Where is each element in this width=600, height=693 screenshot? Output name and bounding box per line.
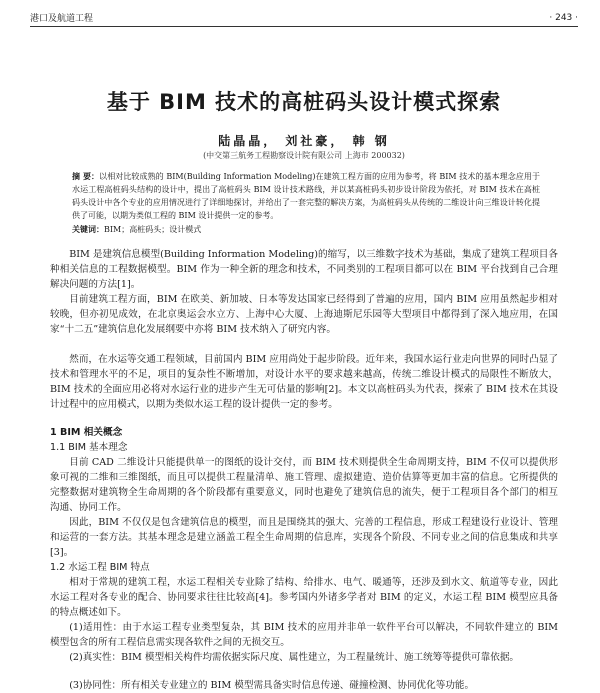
section-heading-1: 1 BIM 相关概念 <box>50 427 123 438</box>
intro-paragraph-1: BIM 是建筑信息模型(Building Information Modeling)的缩写，以三维数字技术为基础，集成了建筑工程项目各种相关信息的工程数据模型。BIM 作为一种全新的理念和技术，不同类别的工程项目都可以在 BIM 平台找到自己合理解决问题的方法[1]。 <box>50 249 558 290</box>
paper-title: 基于 BIM 技术的高桩码头设计模式探索 <box>106 90 502 114</box>
keywords-text: BIM；高桩码头；设计模式 <box>104 225 202 234</box>
abstract-text: 以相对比较成熟的 BIM(Building Information Modeling)在建筑工程方面的应用为参考，将 BIM 技术的基本理念应用于水运工程高桩码头结构的设计中，提出了高桩码头 BIM 设计技术路线，并以某高桩码头初步设计阶段为依托，对 BIM 技术在高桩码头设计中各个专业的应用情况进行了详细地探讨，并给出了一套完整的解决方案，为高桩码头从传统的二维设计向三维设计转化提供了可能，以期为类似工程的 BIM 设计提供一定的参考。 <box>72 172 540 220</box>
subsection-heading-1-1: 1.1 BIM 基本理念 <box>50 442 128 453</box>
author-affiliation: (中交第三航务工程勘察设计院有限公司 上海市 200032) <box>203 151 405 160</box>
subsection-heading-1-2: 1.2 水运工程 BIM 特点 <box>50 562 150 573</box>
paper-authors: 陆晶晶， 刘社豪， 韩 钢 <box>218 134 390 148</box>
page-number: · 243 · <box>549 12 578 23</box>
journal-name: 港口及航道工程 <box>30 14 94 24</box>
section-1-2-item-1: (1)适用性：由于水运工程专业类型复杂，其 BIM 技术的应用并非单一软件平台可以解决，不同软件建立的 BIM 模型包含的所有工程信息需实现各软件之间的无损交互。 <box>50 622 558 648</box>
section-1-2-item-3: (3)协同性：所有相关专业建立的 BIM 模型需具备实时信息传递、碰撞检测、协同优化等功能。 <box>69 680 475 691</box>
abstract <box>72 170 540 222</box>
section-1-2-item-2: (2)真实性：BIM 模型相关构件均需依据实际尺度、属性建立，为工程量统计、施工统筹等提供可靠依据。 <box>69 652 520 663</box>
keywords <box>72 223 540 236</box>
section-1-1-paragraph-2: 因此，BIM 不仅仅是包含建筑信息的模型，而且是围绕其的强大、完善的工程信息，形成工程建设行业设计、管理和运营的一套方法。其基本理念是建立涵盖工程全生命周期的信息库，实现各个阶段、不同专业之间的信息集成和共享[3]。 <box>50 517 558 558</box>
running-header <box>30 10 578 25</box>
keywords-label: 关键词： <box>72 225 104 234</box>
abstract-label: 摘 要： <box>72 172 100 181</box>
header-divider <box>30 26 578 27</box>
section-1-1-paragraph-1: 目前 CAD 二维设计只能提供单一的图纸的设计交付，而 BIM 技术则提供全生命周期支持，BIM 不仅可以提供形象可视的二维和三维图纸，而且可以提供工程量清单、施工管理、虚拟建造、造价估算等更加丰富的信息。它所提供的完整数据对建筑物全生命周期的各个阶段都有重要意义，同时也避免了建筑信息的流失，便于工程项目各个部门的相互沟通、协同工作。 <box>50 457 558 513</box>
intro-paragraph-3: 然而，在水运等交通工程领域，目前国内 BIM 应用尚处于起步阶段。近年来，我国水运行业走向世界的同时凸显了技术和管理水平的不足，项目的复杂性不断增加，对设计水平的要求越来越高，传统二维设计模式的局限性不断放大，BIM 技术的全面应用必将对水运行业的进步产生无可估量的影响[2]。本文以高桩码头为代表，探索了 BIM 技术在其设计过程中的应用模式，以期为类似水运工程的设计提供一定的参考。 <box>50 354 558 410</box>
intro-paragraph-2: 目前建筑工程方面，BIM 在欧美、新加坡、日本等发达国家已经得到了普遍的应用，国内 BIM 应用虽然起步相对较晚，但亦初见成效，在北京奥运会水立方、上海中心大厦、上海迪斯尼乐园等大型项目中都得到了深入地应用，在国家“十二五”建筑信息化发展纲要中亦将 BIM 技术纳入了研究内容。 <box>50 294 558 335</box>
section-1-2-paragraph-1: 相对于常规的建筑工程，水运工程相关专业除了结构、给排水、电气、暖通等，还涉及到水文、航道等专业，因此水运工程对各专业的配合、协同要求往往比较高[4]。参考国内外诸多学者对 BIM 的定义，水运工程 BIM 模型应具备的特点概述如下。 <box>50 577 558 618</box>
